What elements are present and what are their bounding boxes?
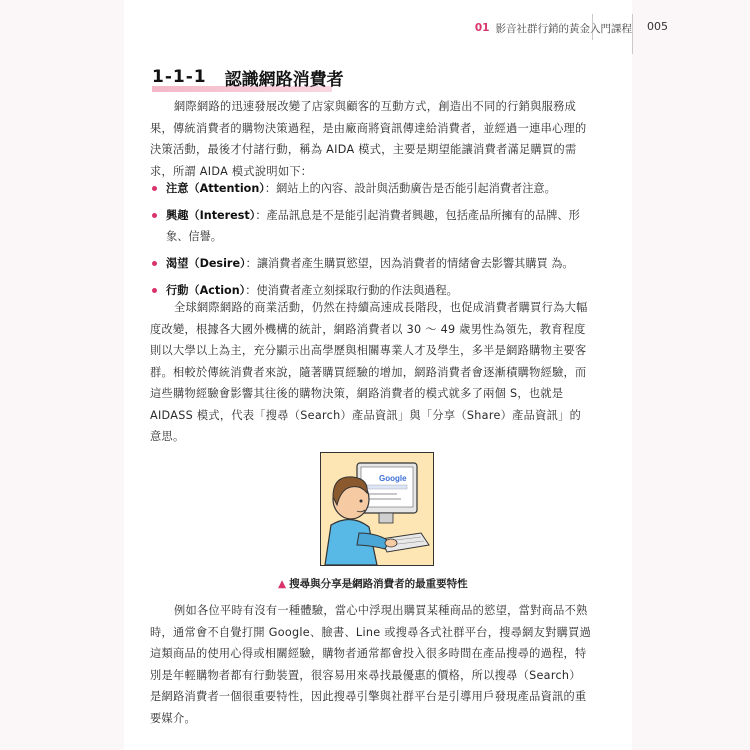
bullet-dot-icon <box>152 213 157 218</box>
figure-caption <box>278 576 478 591</box>
section-title: 認識網路消費者 <box>224 69 344 90</box>
person-at-computer-illustration <box>321 453 433 565</box>
aida-desc: ：網站上的內容、設計與活動廣告是否能引起消費者注意。 <box>264 182 556 195</box>
chapter-number: 01 <box>474 22 490 34</box>
aida-desc: ：使消費者產立刻採取行動的作法與過程。 <box>245 284 458 297</box>
section-number: 1-1-1 <box>152 67 207 87</box>
figure-caption-text: 搜尋與分享是網路消費者的最重要特性 <box>289 578 468 590</box>
page-number: 005 <box>647 20 668 33</box>
section-heading <box>152 64 352 90</box>
aida-term: 行動（Action） <box>166 284 246 297</box>
bullet-dot-icon <box>152 288 157 293</box>
aida-term: 渴望（Desire） <box>166 257 246 270</box>
google-screen-text: Google <box>379 474 407 483</box>
paragraph-search-example: 例如各位平時有沒有一種體驗，當心中浮現出購買某種商品的慾望，當對商品不熟時，通常會不自覺打開 Google、臉書、Line 或搜尋各式社群平台，搜尋網友對購買過這類商品的使用心得或相關經驗，購物者通常都會投入很多時間在產品搜尋的過程，特別是年輕購物者都有行動裝置，很容易用來尋找最優惠的價格，所以搜尋（Search）是網路消費者一個很重要特性，因此搜尋引擎與社群平台是引導用戶發現產品資訊的重要媒介。 <box>150 604 592 725</box>
page-number-divider <box>632 14 633 54</box>
aida-item-desire <box>152 253 592 274</box>
bullet-dot-icon <box>152 186 157 191</box>
aida-desc: ：讓消費者產生購買慾望，因為消費者的情緒會去影響其購買 為。 <box>245 257 574 270</box>
aida-term: 興趣（Interest） <box>166 209 256 222</box>
aida-list <box>152 178 592 307</box>
running-header <box>124 18 668 38</box>
aida-item-interest <box>152 205 592 247</box>
aida-desc: ：產品訊息是不是能引起消費者興趣，包括產品所擁有的品牌、形象、信譽。 <box>166 209 580 243</box>
course-title: 影音社群行銷的黃金入門課程 <box>495 22 632 35</box>
aida-term: 注意（Attention） <box>166 182 265 195</box>
illustration-user-searching <box>320 452 434 566</box>
triangle-icon: ▲ <box>278 578 287 590</box>
aida-item-attention <box>152 178 592 199</box>
paragraph-aida-intro: 網際網路的迅速發展改變了店家與顧客的互動方式，創造出不同的行銷與服務成果，傳統消費者的購物決策過程，是由廠商將資訊傳達給消費者，並經過一連串心理的決策活動，最後才付諸行動，稱為 AIDA 模式，主要是期望能讓消費者滿足購買的需求，所謂 AIDA 模式說明如下： <box>150 100 587 178</box>
bullet-dot-icon <box>152 261 157 266</box>
paragraph-aidass: 全球網際網路的商業活動，仍然在持續高速成長階段，也促成消費者購買行為大幅度改變，根據各大國外機構的統計，網路消費者以 30 ～ 49 歲男性為領先，教育程度則以大學以上為主，充分顯示出高學歷與相關專業人才及學生，多半是網路購物主要客群。相較於傳統消費者來說，隨著購買經驗的增加，網路消費者會逐漸積購物經驗，而這些購物經驗會影響其往後的購物決策，網路消費者的模式就多了兩個 S，也就是 AIDASS 模式，代表「搜尋（Search）產品資訊」與「分享（Share）產品資訊」的意思。 <box>150 301 588 443</box>
